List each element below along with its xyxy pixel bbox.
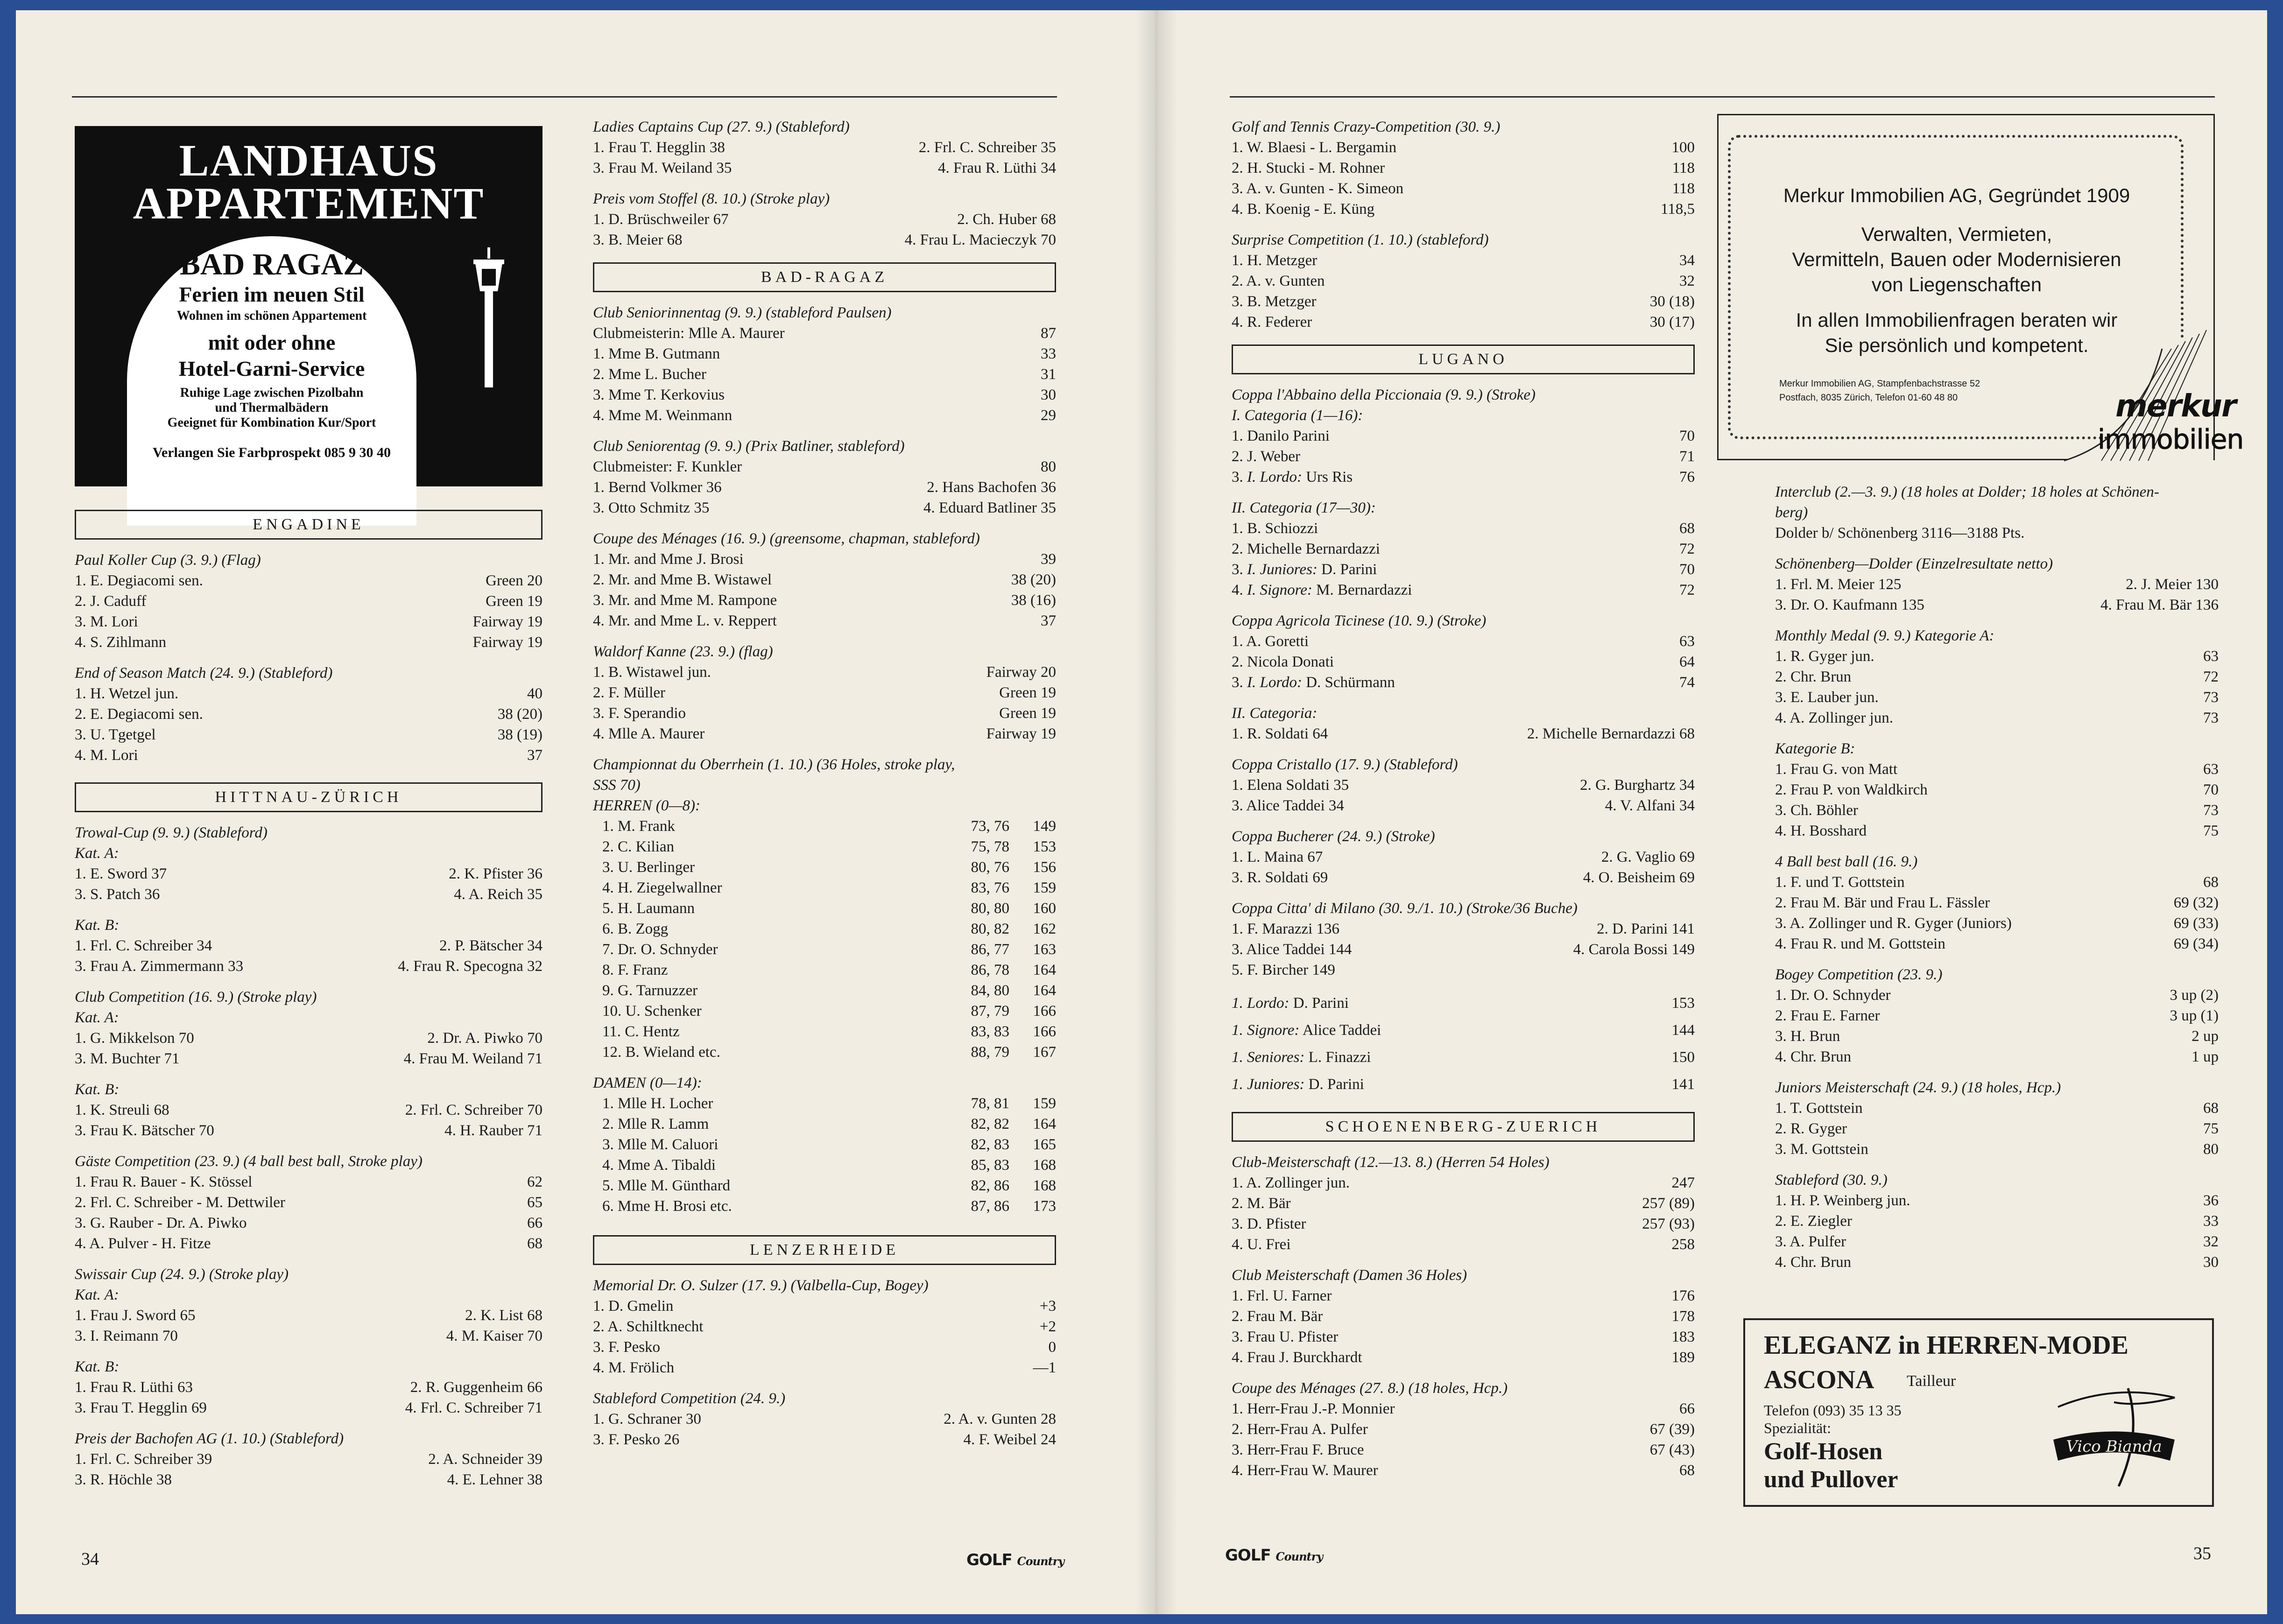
result-row: 4. A. Pulver - H. Fitze 68 [75, 1235, 543, 1252]
ad-line1: ELEGANZ in HERREN-MODE [1764, 1331, 2128, 1360]
page-number-right: 35 [2193, 1544, 2211, 1563]
golf-country-logo-left [966, 1551, 1064, 1569]
ad-services [1747, 222, 2167, 297]
result-row: 4. Mr. and Mme L. v. Reppert 37 [593, 612, 1056, 629]
category-label: II. Categoria: [1232, 705, 1318, 722]
result-row: Dolder b/ Schönenberg 3116—3188 Pts. [1775, 525, 2025, 541]
event-heading: Club Competition (16. 9.) (Stroke play) [75, 989, 317, 1005]
result-row: 8. F. Franz 86, 78 164 [602, 962, 1056, 978]
result-row: 1. D. Gmelin +3 [593, 1298, 1056, 1315]
result-row: 1. B. Wistawel jun. Fairway 20 [593, 664, 1056, 681]
result-row: 2. R. Gyger 75 [1775, 1120, 2219, 1137]
result-row: 4. Chr. Brun 1 up [1775, 1048, 2219, 1065]
ad-line4: Hotel-Garni-Service [178, 357, 365, 380]
event-heading: Club Seniorinnentag (9. 9.) (stableford Paulsen) [593, 304, 892, 321]
event-heading: Memorial Dr. O. Sulzer (17. 9.) (Valbella-Cup, Bogey) [593, 1277, 929, 1294]
category-label: Kat. B: [75, 1081, 120, 1098]
event-heading: Coppa Bucherer (24. 9.) (Stroke) [1232, 828, 1435, 845]
result-row: 1. Mlle H. Locher 78, 81 159 [602, 1095, 1056, 1112]
result-row: 1. G. Mikkelson 70 2. Dr. A. Piwko 70 [75, 1030, 543, 1047]
result-row: 1. Frau R. Bauer - K. Stössel 62 [75, 1174, 543, 1190]
ad-line2b: Tailleur [1907, 1372, 1956, 1390]
event-heading: Preis vom Stoffel (8. 10.) (Stroke play) [593, 190, 830, 207]
result-row: 1. R. Soldati 64 2. Michelle Bernardazzi 68 [1232, 725, 1695, 742]
result-row: 1. M. Frank 73, 76 149 [602, 818, 1056, 835]
ad-line1: Ferien im neuen Stil [179, 282, 365, 306]
event-heading: End of Season Match (24. 9.) (Stableford) [75, 665, 333, 682]
result-row: 1. F. und T. Gottstein 68 [1775, 874, 2219, 891]
event-heading: Trowal-Cup (9. 9.) (Stableford) [75, 824, 268, 841]
ad-place: BAD RAGAZ [179, 247, 364, 281]
result-row: 1. Frau T. Hegglin 38 2. Frl. C. Schreiber 35 [593, 139, 1056, 156]
result-row: 1. Herr-Frau J.-P. Monnier 66 [1232, 1400, 1695, 1417]
result-row: 3. Otto Schmitz 35 4. Eduard Batliner 35 [593, 499, 1056, 516]
result-row: 4. I. Signore: M. Bernardazzi 72 [1232, 582, 1695, 598]
result-row: 1. H. Wetzel jun. 40 [75, 685, 543, 702]
ad-line8: Postfach, 8035 Zürich, Telefon 01-60 48 80 [1779, 393, 1958, 403]
result-row: 1. Frl. U. Farner 176 [1232, 1287, 1695, 1304]
category-label: HERREN (0—8): [593, 797, 701, 814]
event-heading: Schönenberg—Dolder (Einzelresultate netto) [1775, 555, 2053, 572]
result-row: 4. Frau R. und M. Gottstein 69 (34) [1775, 935, 2219, 952]
result-row: 3. I. Juniores: D. Parini 70 [1232, 561, 1695, 578]
category-label: Kat. B: [75, 1358, 120, 1375]
column-1 [75, 510, 543, 1490]
result-row: 2. Chr. Brun 72 [1775, 668, 2219, 685]
event-heading: Paul Koller Cup (3. 9.) (Flag) [75, 552, 261, 569]
result-row: 3. M. Gottstein 80 [1775, 1141, 2219, 1158]
event-heading: Club Seniorentag (9. 9.) (Prix Batliner, stableford) [593, 438, 905, 455]
result-row: 4. Herr-Frau W. Maurer 68 [1232, 1462, 1695, 1479]
ad-line7: Merkur Immobilien AG, Stampfenbachstrasse 52 [1779, 379, 1980, 389]
section-banner-lenzerheide: LENZERHEIDE [593, 1235, 1056, 1265]
result-row: 4. H. Bosshard 75 [1775, 823, 2219, 839]
merkur-logo-word: merkur [2115, 388, 2236, 424]
category-label: Kat. B: [75, 917, 120, 934]
result-row: 1. W. Blaesi - L. Bergamin 100 [1232, 139, 1695, 156]
result-row: 1. Juniores: D. Parini 141 [1232, 1076, 1695, 1093]
ad-line8: Verlangen Sie Farbprospekt 085 9 30 40 [152, 445, 391, 460]
logo-text: Vico Bianda [2066, 1437, 2162, 1456]
result-row: 4. Chr. Brun 30 [1775, 1254, 2219, 1271]
result-row: 4. U. Frei 258 [1232, 1236, 1695, 1253]
result-row: 9. G. Tarnuzzer 84, 80 164 [602, 982, 1056, 999]
result-row: 4. R. Federer 30 (17) [1232, 314, 1695, 330]
event-heading: Stableford (30. 9.) [1775, 1172, 1888, 1188]
result-row: 3. I. Lordo: D. Schürmann 74 [1232, 674, 1695, 691]
result-row: 6. B. Zogg 80, 82 162 [602, 921, 1056, 937]
column-3 [1232, 117, 1695, 1481]
result-row: 1. E. Sword 37 2. K. Pfister 36 [75, 865, 543, 882]
result-row: 1. K. Streuli 68 2. Frl. C. Schreiber 70 [75, 1102, 543, 1118]
result-row: 3. A. Zollinger und R. Gyger (Juniors) 69 (33) [1775, 915, 2219, 932]
immobilien-logo-word: immobilien [2098, 423, 2244, 455]
result-row: 2. F. Müller Green 19 [593, 684, 1056, 701]
result-row: 3. G. Rauber - Dr. A. Piwko 66 [75, 1215, 543, 1231]
result-row: 1. R. Gyger jun. 63 [1775, 648, 2219, 665]
ad-line5: Ruhige Lage zwischen Pizolbahn [180, 386, 364, 400]
magazine-spread [16, 10, 2267, 1614]
result-row: 3. I. Lordo: Urs Ris 76 [1232, 469, 1695, 485]
result-row: 3. R. Soldati 69 4. O. Beisheim 69 [1232, 869, 1695, 886]
event-heading: Golf and Tennis Crazy-Competition (30. 9.) [1232, 119, 1501, 135]
event-heading: Coupe des Ménages (16. 9.) (greensome, chapman, stableford) [593, 530, 980, 547]
result-row: 2. A. v. Gunten 32 [1232, 273, 1695, 289]
result-row: 3. D. Pfister 257 (93) [1232, 1216, 1695, 1232]
result-row: 3. U. Tgetgel 38 (19) [75, 726, 543, 743]
category-label: II. Categoria (17—30): [1232, 499, 1376, 516]
result-row: 4. M. Frölich —1 [593, 1359, 1056, 1376]
result-row: 1. A. Zollinger jun. 247 [1232, 1174, 1695, 1191]
vico-bianda-logo-icon [2044, 1379, 2184, 1491]
result-row: 1. Dr. O. Schnyder 3 up (2) [1775, 987, 2219, 1004]
merkur-immobilien-ad [1717, 114, 2244, 460]
ad-line6: und Pullover [1764, 1466, 1898, 1493]
result-row: 2. E. Degiacomi sen. 38 (20) [75, 706, 543, 723]
result-row: 3. Frau M. Weiland 35 4. Frau R. Lüthi 34 [593, 160, 1056, 176]
street-lamp-icon [468, 247, 510, 387]
event-heading: Interclub (2.—3. 9.) (18 holes at Dolder; 18 holes at Schönen- [1775, 484, 2159, 500]
event-heading: Club Meisterschaft (Damen 36 Holes) [1232, 1267, 1467, 1284]
section-banner-lugano: LUGANO [1232, 344, 1695, 374]
category-label: Kategorie B: [1775, 740, 1855, 757]
result-row: 1. Mme B. Gutmann 33 [593, 345, 1056, 362]
column-4 [1775, 482, 2219, 1272]
eleganz-herren-mode-ad [1743, 1318, 2214, 1507]
logo-golf: GOLF [966, 1551, 1012, 1569]
result-row: 4. H. Ziegelwallner 83, 76 159 [602, 879, 1056, 896]
section-banner-engadine: ENGADINE [75, 510, 543, 540]
result-row: 1. Frau G. von Matt 63 [1775, 761, 2219, 778]
ad-line5: Golf-Hosen [1764, 1438, 1883, 1465]
event-heading-cont: SSS 70) [593, 777, 641, 794]
result-row: 3. Dr. O. Kaufmann 135 4. Frau M. Bär 136 [1775, 597, 2219, 613]
result-row: 5. F. Bircher 149 [1232, 962, 1335, 978]
ad-line6: und Thermalbädern [215, 401, 329, 415]
result-row: 4. Mlle A. Maurer Fairway 19 [593, 725, 1056, 742]
section-banner-hittnau: HITTNAU-ZÜRICH [75, 782, 543, 812]
result-row: 3. E. Lauber jun. 73 [1775, 689, 2219, 706]
result-row: 1. Frl. M. Meier 125 2. J. Meier 130 [1775, 576, 2219, 593]
ad-line3: Vermitteln, Bauen oder Modernisieren [1792, 248, 2121, 270]
result-row: 1. T. Gottstein 68 [1775, 1100, 2219, 1117]
result-row: 1. B. Schiozzi 68 [1232, 520, 1695, 537]
ad-line5: In allen Immobilienfragen beraten wir [1796, 309, 2118, 331]
event-heading: Waldorf Kanne (23. 9.) (flag) [593, 643, 773, 660]
event-heading: Bogey Competition (23. 9.) [1775, 966, 1943, 983]
result-row: 1. Frau J. Sword 65 2. K. List 68 [75, 1307, 543, 1324]
event-heading: Club-Meisterschaft (12.—13. 8.) (Herren 54 Holes) [1232, 1154, 1550, 1171]
event-heading: Preis der Bachofen AG (1. 10.) (Stableford) [75, 1430, 344, 1447]
event-heading: Coupe des Ménages (27. 8.) (18 holes, Hcp.) [1232, 1380, 1508, 1397]
ad-line2: Wohnen im schönen Appartement [176, 309, 367, 323]
result-row: 11. C. Hentz 83, 83 166 [602, 1023, 1056, 1040]
result-row: 1. D. Brüschweiler 67 2. Ch. Huber 68 [593, 211, 1056, 228]
result-row: 3. B. Meier 68 4. Frau L. Macieczyk 70 [593, 232, 1056, 248]
result-row: 1. Mr. and Mme J. Brosi 39 [593, 551, 1056, 568]
result-row: 7. Dr. O. Schnyder 86, 77 163 [602, 941, 1056, 958]
event-heading: Coppa Agricola Ticinese (10. 9.) (Stroke) [1232, 612, 1487, 629]
ad-title-line1: LANDHAUS [179, 135, 438, 185]
result-row: 2. Frau E. Farner 3 up (1) [1775, 1007, 2219, 1024]
result-row: 3. Herr-Frau F. Bruce 67 (43) [1232, 1441, 1695, 1458]
result-row: 3. H. Brun 2 up [1775, 1028, 2219, 1045]
result-row: 1. Frau R. Lüthi 63 2. R. Guggenheim 66 [75, 1379, 543, 1396]
result-row: 4. Frau J. Burckhardt 189 [1232, 1349, 1695, 1366]
event-heading: Swissair Cup (24. 9.) (Stroke play) [75, 1266, 289, 1283]
ad-line2: Verwalten, Vermieten, [1861, 223, 2052, 245]
ad-address [1779, 377, 1980, 405]
event-heading: Surprise Competition (1. 10.) (stableford) [1232, 232, 1489, 248]
result-row: 1. Elena Soldati 35 2. G. Burghartz 34 [1232, 777, 1695, 794]
result-row: 3. F. Pesko 0 [593, 1339, 1056, 1356]
result-row: 2. Herr-Frau A. Pulfer 67 (39) [1232, 1421, 1695, 1438]
result-row: 10. U. Schenker 87, 79 166 [602, 1003, 1056, 1019]
event-heading: Coppa Cristallo (17. 9.) (Stableford) [1232, 756, 1458, 773]
result-row: 2. Mme L. Bucher 31 [593, 366, 1056, 383]
category-label: Kat. A: [75, 1009, 119, 1026]
result-row: 2. Nicola Donati 64 [1232, 654, 1695, 670]
ad-line6: Sie persönlich und kompetent. [1825, 334, 2089, 356]
result-row: 2. Frau M. Bär 178 [1232, 1308, 1695, 1325]
section-banner-schoenenberg: SCHOENENBERG-ZUERICH [1232, 1112, 1695, 1142]
section-banner-bad-ragaz: BAD-RAGAZ [593, 262, 1056, 292]
result-row: 1. H. Metzger 34 [1232, 252, 1695, 269]
category-label: DAMEN (0—14): [593, 1075, 702, 1091]
result-row: 3. B. Metzger 30 (18) [1232, 293, 1695, 310]
result-row: 1. F. Marazzi 136 2. D. Parini 141 [1232, 921, 1695, 937]
result-row: 1. Bernd Volkmer 36 2. Hans Bachofen 36 [593, 479, 1056, 496]
result-row: 2. J. Caduff Green 19 [75, 593, 543, 610]
result-row: 2. Frl. C. Schreiber - M. Dettwiler 65 [75, 1194, 543, 1211]
result-row: 3. I. Reimann 70 4. M. Kaiser 70 [75, 1328, 543, 1344]
result-row: 3. F. Sperandio Green 19 [593, 705, 1056, 722]
result-row: 1. E. Degiacomi sen. Green 20 [75, 572, 543, 589]
result-row: 6. Mme H. Brosi etc. 87, 86 173 [602, 1198, 1056, 1215]
event-heading: Juniors Meisterschaft (24. 9.) (18 holes, Hcp.) [1775, 1079, 2061, 1096]
result-row: 3. Frau A. Zimmermann 33 4. Frau R. Specogna 32 [75, 958, 543, 975]
result-row: 4. A. Zollinger jun. 73 [1775, 710, 2219, 726]
result-row: 3. S. Patch 36 4. A. Reich 35 [75, 886, 543, 903]
result-row: Clubmeister: F. Kunkler 80 [593, 458, 1056, 475]
result-row: 3. Alice Taddei 144 4. Carola Bossi 149 [1232, 941, 1695, 958]
result-row: 2. J. Weber 71 [1232, 448, 1695, 465]
result-row: 3. Mlle M. Caluori 82, 83 165 [602, 1136, 1056, 1153]
result-row: 3. R. Höchle 38 4. E. Lehner 38 [75, 1471, 543, 1488]
result-row: 2. Mlle R. Lamm 82, 82 164 [602, 1116, 1056, 1132]
page-number-left: 34 [81, 1549, 99, 1569]
result-row: 4. S. Zihlmann Fairway 19 [75, 634, 543, 651]
result-row: 3. Alice Taddei 34 4. V. Alfani 34 [1232, 797, 1695, 814]
result-row: 4. B. Koenig - E. Küng 118,5 [1232, 201, 1695, 218]
landhaus-appartement-ad [75, 126, 543, 486]
result-row: 12. B. Wieland etc. 88, 79 167 [602, 1044, 1056, 1061]
ad-line2: ASCONA [1764, 1365, 1874, 1394]
column-2 [593, 117, 1056, 1450]
result-row: 2. E. Ziegler 33 [1775, 1213, 2219, 1230]
event-heading-cont: berg) [1775, 504, 1808, 521]
event-heading: Stableford Competition (24. 9.) [593, 1390, 786, 1407]
result-row: 3. Ch. Böhler 73 [1775, 802, 2219, 819]
result-row: 1. Signore: Alice Taddei 144 [1232, 1022, 1695, 1039]
page-gutter [1135, 10, 1177, 1614]
ad-products [1764, 1438, 1898, 1494]
top-rule-right [1230, 96, 2215, 98]
top-rule-left [72, 96, 1057, 98]
result-row: 2. Michelle Bernardazzi 72 [1232, 541, 1695, 557]
result-row: 3. A. Pulfer 32 [1775, 1233, 2219, 1250]
result-row: 4. Mme A. Tibaldi 85, 83 168 [602, 1157, 1056, 1174]
golf-country-logo-right [1225, 1546, 1323, 1565]
result-row: 5. H. Laumann 80, 80 160 [602, 900, 1056, 917]
ad-line1: Merkur Immobilien AG, Gegründet 1909 [1783, 184, 2130, 206]
result-row: 1. Lordo: D. Parini 153 [1232, 995, 1695, 1012]
result-row: 2. Frau P. von Waldkirch 70 [1775, 781, 2219, 798]
result-row: 3. U. Berlinger 80, 76 156 [602, 859, 1056, 876]
result-row: 3. M. Buchter 71 4. Frau M. Weiland 71 [75, 1050, 543, 1067]
result-row: 1. Frl. C. Schreiber 34 2. P. Bätscher 34 [75, 937, 543, 954]
event-heading: Monthly Medal (9. 9.) Kategorie A: [1775, 627, 1994, 644]
result-row: 2. A. Schiltknecht +2 [593, 1318, 1056, 1335]
event-heading: Coppa Citta' di Milano (30. 9./1. 10.) (Stroke/36 Buche) [1232, 900, 1578, 917]
result-row: 1. L. Maina 67 2. G. Vaglio 69 [1232, 849, 1695, 865]
result-row: 4. M. Lori 37 [75, 747, 543, 764]
category-label: Kat. A: [75, 845, 119, 862]
event-heading: Gäste Competition (23. 9.) (4 ball best ball, Stroke play) [75, 1153, 423, 1170]
ad-line4: von Liegenschaften [1871, 274, 2042, 295]
result-row: 2. Frau M. Bär und Frau L. Fässler 69 (32) [1775, 894, 2219, 911]
result-row: Clubmeisterin: Mlle A. Maurer 87 [593, 325, 1056, 342]
result-row: 3. Frau K. Bätscher 70 4. H. Rauber 71 [75, 1122, 543, 1139]
ad-contact [1764, 1401, 1902, 1437]
logo-golf: GOLF [1225, 1546, 1271, 1565]
logo-country: Country [1275, 1550, 1323, 1563]
category-label: Kat. A: [75, 1287, 119, 1303]
ad-title-line2: APPARTEMENT [133, 178, 485, 228]
result-row: 3. F. Pesko 26 4. F. Weibel 24 [593, 1431, 1056, 1448]
result-row: 1. G. Schraner 30 2. A. v. Gunten 28 [593, 1411, 1056, 1427]
result-row: 1. Frl. C. Schreiber 39 2. A. Schneider 39 [75, 1451, 543, 1468]
result-row: 5. Mlle M. Günthard 82, 86 168 [602, 1177, 1056, 1194]
ad-content [127, 248, 416, 461]
result-row: 3. Mme T. Kerkovius 30 [593, 387, 1056, 403]
ad-line3: mit oder ohne [208, 330, 336, 354]
result-row: 3. A. v. Gunten - K. Simeon 118 [1232, 180, 1695, 197]
result-row: 3. M. Lori Fairway 19 [75, 613, 543, 630]
result-row: 2. M. Bär 257 (89) [1232, 1195, 1695, 1212]
result-row: 3. Mr. and Mme M. Rampone 38 (16) [593, 592, 1056, 609]
result-row: 1. Danilo Parini 70 [1232, 428, 1695, 444]
event-heading: Ladies Captains Cup (27. 9.) (Stableford) [593, 119, 850, 135]
result-row: 2. C. Kilian 75, 78 153 [602, 838, 1056, 855]
ad-line4: Spezialität: [1764, 1420, 1831, 1436]
result-row: 2. H. Stucki - M. Rohner 118 [1232, 160, 1695, 176]
category-label: I. Categoria (1—16): [1232, 407, 1363, 424]
result-row: 3. Frau T. Hegglin 69 4. Frl. C. Schreiber 71 [75, 1399, 543, 1416]
result-row: 3. Frau U. Pfister 183 [1232, 1329, 1695, 1345]
logo-country: Country [1017, 1554, 1064, 1568]
result-row: 4. Mme M. Weinmann 29 [593, 407, 1056, 424]
event-heading: Coppa l'Abbaino della Piccionaia (9. 9.) (Stroke) [1232, 387, 1536, 403]
result-row: 1. Seniores: L. Finazzi 150 [1232, 1049, 1695, 1066]
result-row: 1. H. P. Weinberg jun. 36 [1775, 1192, 2219, 1209]
event-heading: Championnat du Oberrhein (1. 10.) (36 Holes, stroke play, [593, 756, 955, 773]
event-heading: 4 Ball best ball (16. 9.) [1775, 853, 1918, 870]
ad-line7: Geeignet für Kombination Kur/Sport [167, 415, 376, 430]
result-row: 1. A. Goretti 63 [1232, 633, 1695, 650]
result-row: 2. Mr. and Mme B. Wistawel 38 (20) [593, 571, 1056, 588]
ad-line3: Telefon (093) 35 13 35 [1764, 1402, 1902, 1419]
